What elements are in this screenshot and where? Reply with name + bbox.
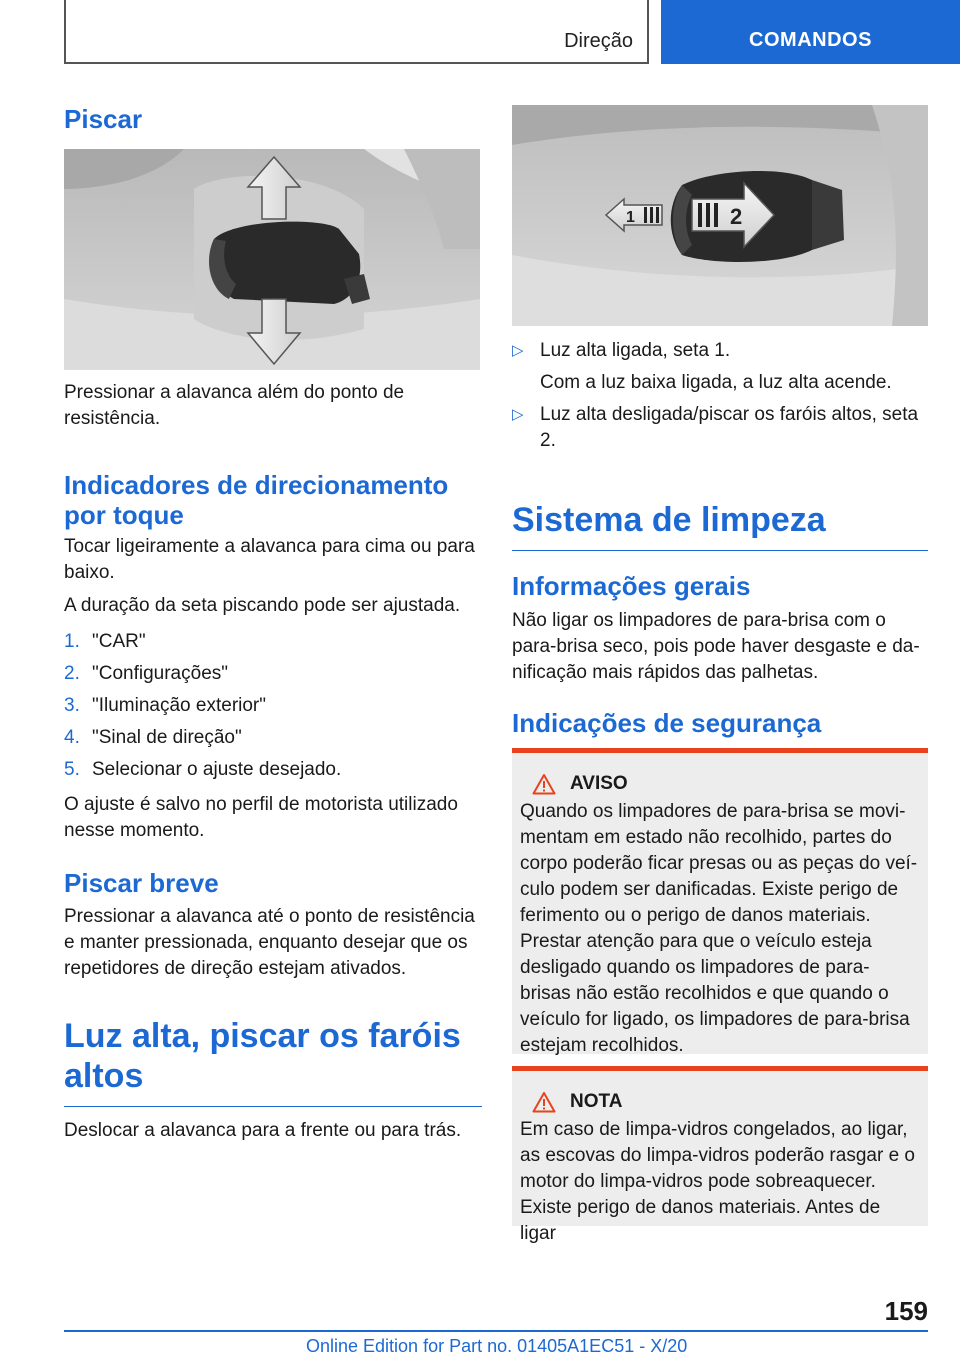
text-duracao: A duração da seta piscando pode ser ajustada. [64, 595, 461, 616]
step-number: 3. [64, 695, 80, 716]
step-number: 1. [64, 631, 80, 652]
page-number: 159 [884, 1296, 928, 1326]
lever-forward-back-illustration [512, 105, 928, 326]
warning-triangle-icon [532, 1091, 556, 1113]
footer-edition: Online Edition for Part no. 01405A1EC51 - X/20 [306, 1336, 688, 1356]
list-item [512, 338, 928, 364]
bullet-text: Luz alta ligada, seta 1. [540, 340, 731, 361]
footer-divider [64, 1330, 928, 1332]
heading-indicacoes-seguranca: Indicações de segurança [512, 708, 822, 738]
triangle-bullet-icon: ▷ [512, 406, 524, 423]
bullet-text: Luz alta desligada/piscar os faróis altos, seta 2. [540, 404, 919, 451]
lever-forward-back-illustration-svg [512, 105, 928, 326]
note-title: NOTA [570, 1091, 623, 1112]
header-chapter-tab [661, 0, 960, 64]
arrow-label-2: 2 [730, 204, 743, 229]
step-text: "Configurações" [92, 663, 229, 684]
list-item [512, 370, 928, 396]
warning-text: Quando os limpadores de para-brisa se movimentam em estado não recolhido, partes do corpo poderão ficar presas ou as peças do veículo podem ser danificadas. Existe perigo de ferimento ou o perigo de danos materiais. Prestar atenção para que o veículo esteja desligado quando os limpadores de para-brisas não estão recolhidos e que quando o veículo for ligado, os limpadores de para-brisa estejam recolhidos. [520, 801, 918, 1056]
high-beam-list [512, 338, 928, 454]
heading-sistema-limpeza: Sistema de limpeza [512, 500, 928, 551]
text-deslocar: Deslocar a alavanca para a frente ou para trás. [64, 1120, 462, 1141]
list-item [64, 693, 482, 725]
lever-up-down-illustration [64, 149, 480, 370]
list-item [64, 757, 482, 789]
step-text: "Iluminação exterior" [92, 695, 267, 716]
step-number: 5. [64, 759, 80, 780]
heading-indicadores: Indicadores de direcionamento por toque [64, 470, 449, 530]
header-section: Direção [564, 30, 633, 52]
list-item [64, 629, 482, 661]
note-title-row [520, 1091, 920, 1113]
step-number: 2. [64, 663, 80, 684]
list-item [64, 725, 482, 757]
settings-steps-list [64, 629, 482, 789]
text-tocar: Tocar ligeiramente a alavanca para cima ou para baixo. [64, 536, 475, 583]
text-pressionar: Pressionar a alavanca além do ponto de resistência. [64, 382, 405, 429]
bullet-text: Com a luz baixa ligada, a luz alta acende. [540, 372, 892, 393]
lever-up-down-illustration-svg [64, 149, 480, 370]
step-text: "CAR" [92, 631, 146, 652]
step-text: "Sinal de direção" [92, 727, 242, 748]
step-number: 4. [64, 727, 80, 748]
heading-luz-alta: Luz alta, piscar os faróis altos [64, 1016, 482, 1107]
text-informacoes: Não ligar os limpadores de para-brisa com o para-brisa seco, pois pode haver desgaste e danificação mais rápidos das palhetas. [512, 610, 920, 683]
warning-title: AVISO [570, 773, 628, 794]
warning-title-row [520, 773, 920, 795]
header-chapter-label: COMANDOS [749, 29, 872, 51]
triangle-bullet-icon: ▷ [512, 342, 524, 359]
text-ajuste: O ajuste é salvo no perfil de motorista utilizado nesse momento. [64, 794, 458, 841]
step-text: Selecionar o ajuste desejado. [92, 759, 342, 780]
note-text: Em caso de limpa-vidros congelados, ao ligar, as escovas do limpa-vidros poderão rasgar e o motor do limpa-vidros pode sobreaquecer. Existe perigo de danos materiais. Antes de ligar [520, 1119, 915, 1244]
list-item [64, 661, 482, 693]
list-item [512, 402, 928, 454]
warning-triangle-icon [532, 773, 556, 795]
heading-piscar-breve: Piscar breve [64, 868, 219, 898]
text-breve: Pressionar a alavanca até o ponto de resistência e manter pressionada, enquanto desejar que os repetidores de direção estejam ativados. [64, 906, 475, 979]
warning-box-nota [512, 1066, 928, 1244]
arrow-label-1: 1 [626, 209, 635, 226]
heading-piscar: Piscar [64, 104, 143, 134]
header-box [64, 0, 649, 64]
warning-box-aviso [512, 748, 928, 1054]
heading-informacoes-gerais: Informações gerais [512, 571, 751, 601]
